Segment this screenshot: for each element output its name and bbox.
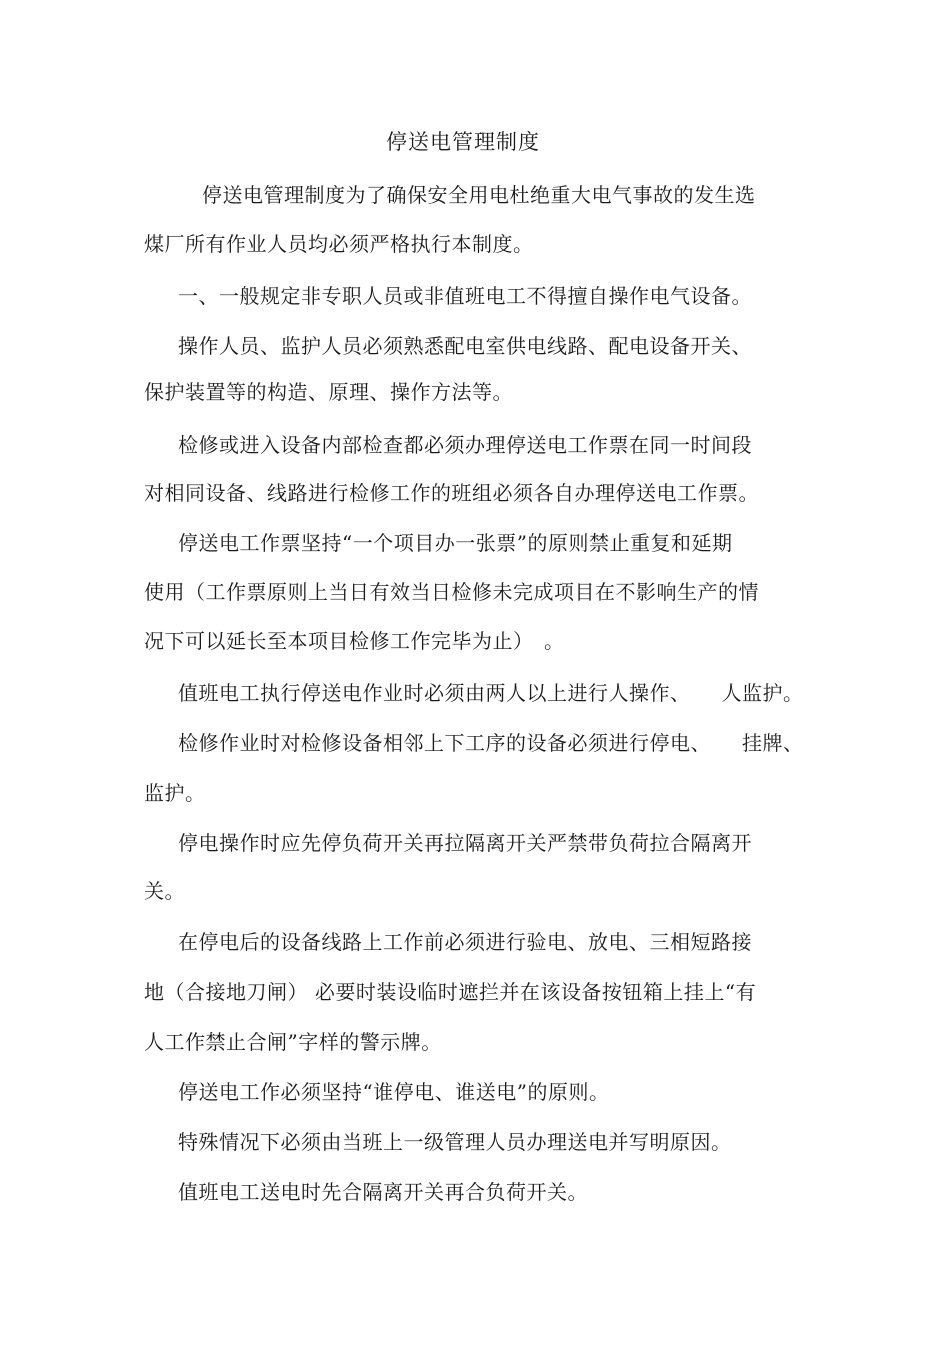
paragraph-line: 操作人员、监护人员必须熟悉配电室供电线路、配电设备开关、 <box>178 334 752 358</box>
paragraph-line: 停送电工作必须坚持“谁停电、谁送电”的原则。 <box>178 1080 610 1104</box>
paragraph-line: 使用（工作票原则上当日有效当日检修未完成项目在不影响生产的情 <box>144 580 759 604</box>
paragraph-line: 特殊情况下必须由当班上一级管理人员办理送电并写明原因。 <box>178 1130 732 1154</box>
paragraph-line: 况下可以延长至本项目检修工作完毕为止） 。 <box>144 629 565 653</box>
paragraph-line: 值班电工送电时先合隔离开关再合负荷开关。 <box>178 1180 588 1204</box>
paragraph-line: 在停电后的设备线路上工作前必须进行验电、放电、三相短路接 <box>178 930 752 954</box>
paragraph-line: 对相同设备、线路进行检修工作的班组必须各自办理停送电工作票。 <box>144 481 759 505</box>
paragraph-line: 关。 <box>144 879 185 903</box>
paragraph-line: 检修作业时对检修设备相邻上下工序的设备必须进行停电、 挂牌、 <box>178 731 804 755</box>
paragraph-line: 煤厂所有作业人员均必须严格执行本制度。 <box>144 232 534 256</box>
paragraph-line: 停送电工作票坚持“一个项目办一张票”的原则禁止重复和延期 <box>178 531 733 555</box>
paragraph-line: 值班电工执行停送电作业时必须由两人以上进行人操作、 人监护。 <box>178 681 804 705</box>
paragraph-line: 保护装置等的构造、原理、操作方法等。 <box>144 380 513 404</box>
paragraph-line: 一、一般规定非专职人员或非值班电工不得擅自操作电气设备。 <box>178 284 752 308</box>
paragraph-line: 停电操作时应先停负荷开关再拉隔离开关严禁带负荷拉合隔离开 <box>178 831 752 855</box>
paragraph-line: 地（合接地刀闸） 必要时装设临时遮拦并在该设备按钮箱上挂上“有 <box>144 980 757 1004</box>
paragraph-line: 监护。 <box>144 781 206 805</box>
document-title: 停送电管理制度 <box>386 130 540 154</box>
paragraph-line: 停送电管理制度为了确保安全用电杜绝重大电气事故的发生选 <box>202 183 756 207</box>
paragraph-line: 检修或进入设备内部检查都必须办理停送电工作票在同一时间段 <box>178 433 752 457</box>
paragraph-line: 人工作禁止合闸”字样的警示牌。 <box>144 1030 442 1054</box>
